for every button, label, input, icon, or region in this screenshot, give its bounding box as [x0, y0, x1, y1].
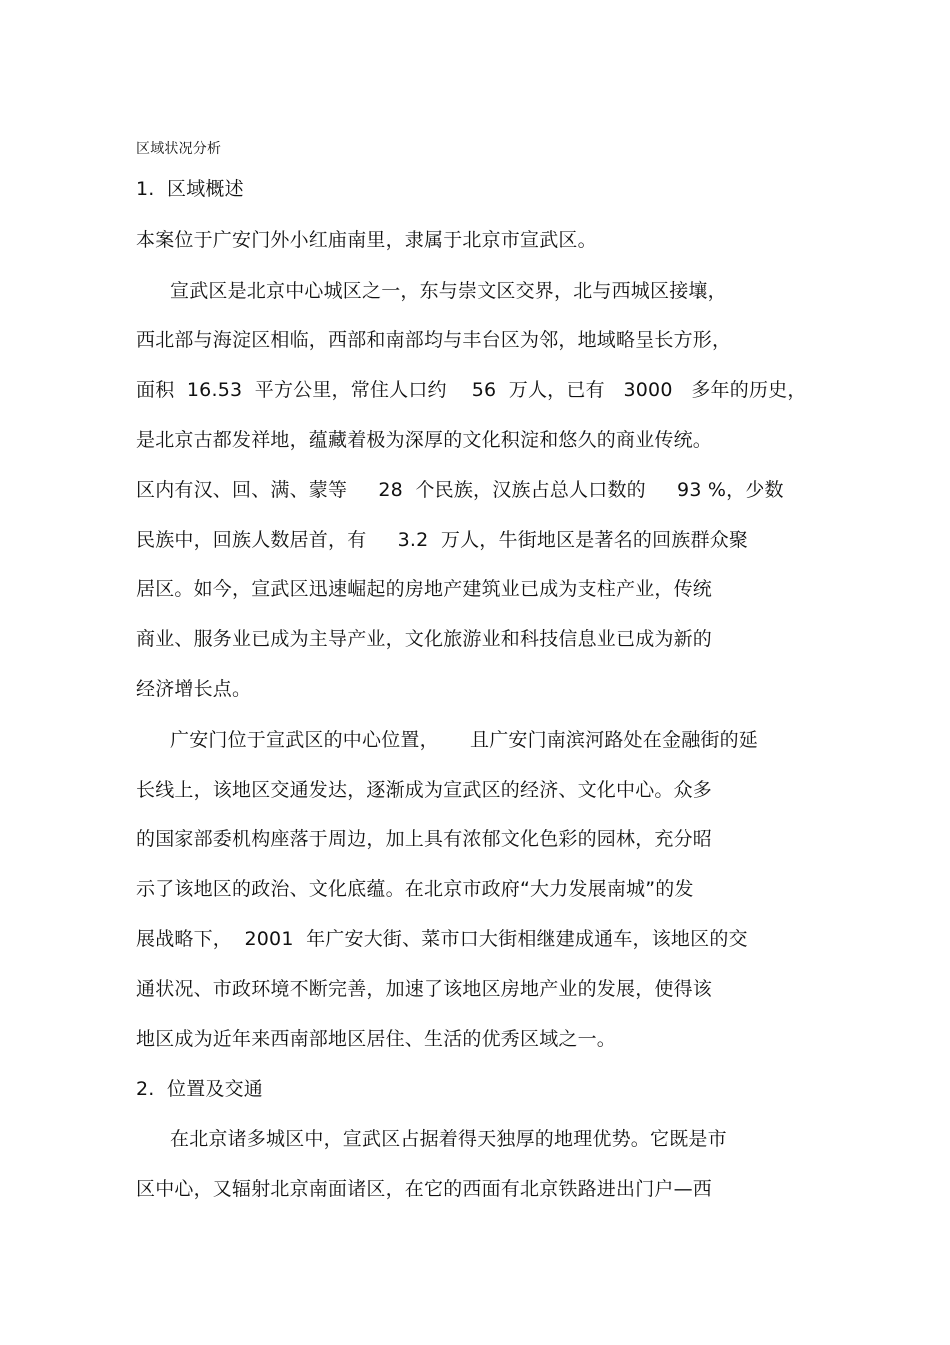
paragraph-2-line-7: 地区成为近年来西南部地区居住、生活的优秀区域之一。	[136, 1028, 617, 1050]
section-1-title: 1. 区域概述	[136, 178, 244, 200]
paragraph-2-line-6: 通状况、市政环境不断完善，加速了该地区房地产业的发展，使得该	[136, 978, 713, 1000]
paragraph-3-line-2: 区中心，又辐射北京南面诸区，在它的西面有北京铁路进出门户—西	[136, 1178, 713, 1200]
paragraph-1-line-4: 是北京古都发祥地，蕴藏着极为深厚的文化积淀和悠久的商业传统。	[136, 429, 713, 451]
paragraph-1-line-5: 区内有汉、回、满、蒙等 28 个民族，汉族占总人口数的 93 %，少数	[136, 479, 784, 501]
section-2-title: 2. 位置及交通	[136, 1078, 264, 1100]
paragraph-1-line-1: 宣武区是北京中心城区之一，东与崇文区交界，北与西城区接壤，	[170, 280, 727, 302]
paragraph-1-line-9: 经济增长点。	[136, 678, 252, 700]
intro-paragraph: 本案位于广安门外小红庙南里，隶属于北京市宣武区。	[136, 229, 597, 251]
paragraph-2-line-5: 展战略下， 2001 年广安大街、菜市口大街相继建成通车，该地区的交	[136, 928, 748, 950]
paragraph-1-line-2: 西北部与海淀区相临，西部和南部均与丰台区为邻，地域略呈长方形，	[136, 329, 732, 351]
paragraph-1-line-8: 商业、服务业已成为主导产业，文化旅游业和科技信息业已成为新的	[136, 628, 713, 650]
paragraph-2-line-1: 广安门位于宣武区的中心位置， 且广安门南滨河路处在金融街的延	[170, 729, 758, 751]
paragraph-3-line-1: 在北京诸多城区中，宣武区占据着得天独厚的地理优势。它既是市	[170, 1128, 727, 1150]
document-header: 区域状况分析	[136, 141, 222, 157]
paragraph-1-line-3: 面积 16.53 平方公里，常住人口约 56 万人，已有 3000 多年的历史，	[136, 379, 807, 401]
paragraph-2-line-2: 长线上，该地区交通发达，逐渐成为宣武区的经济、文化中心。众多	[136, 779, 713, 801]
paragraph-2-line-4: 示了该地区的政治、文化底蕴。在北京市政府“大力发展南城”的发	[136, 878, 694, 900]
paragraph-2-line-3: 的国家部委机构座落于周边，加上具有浓郁文化色彩的园林，充分昭	[136, 828, 713, 850]
paragraph-1-line-6: 民族中，回族人数居首，有 3.2 万人，牛街地区是著名的回族群众聚	[136, 529, 749, 551]
paragraph-1-line-7: 居区。如今，宣武区迅速崛起的房地产建筑业已成为支柱产业，传统	[136, 578, 713, 600]
